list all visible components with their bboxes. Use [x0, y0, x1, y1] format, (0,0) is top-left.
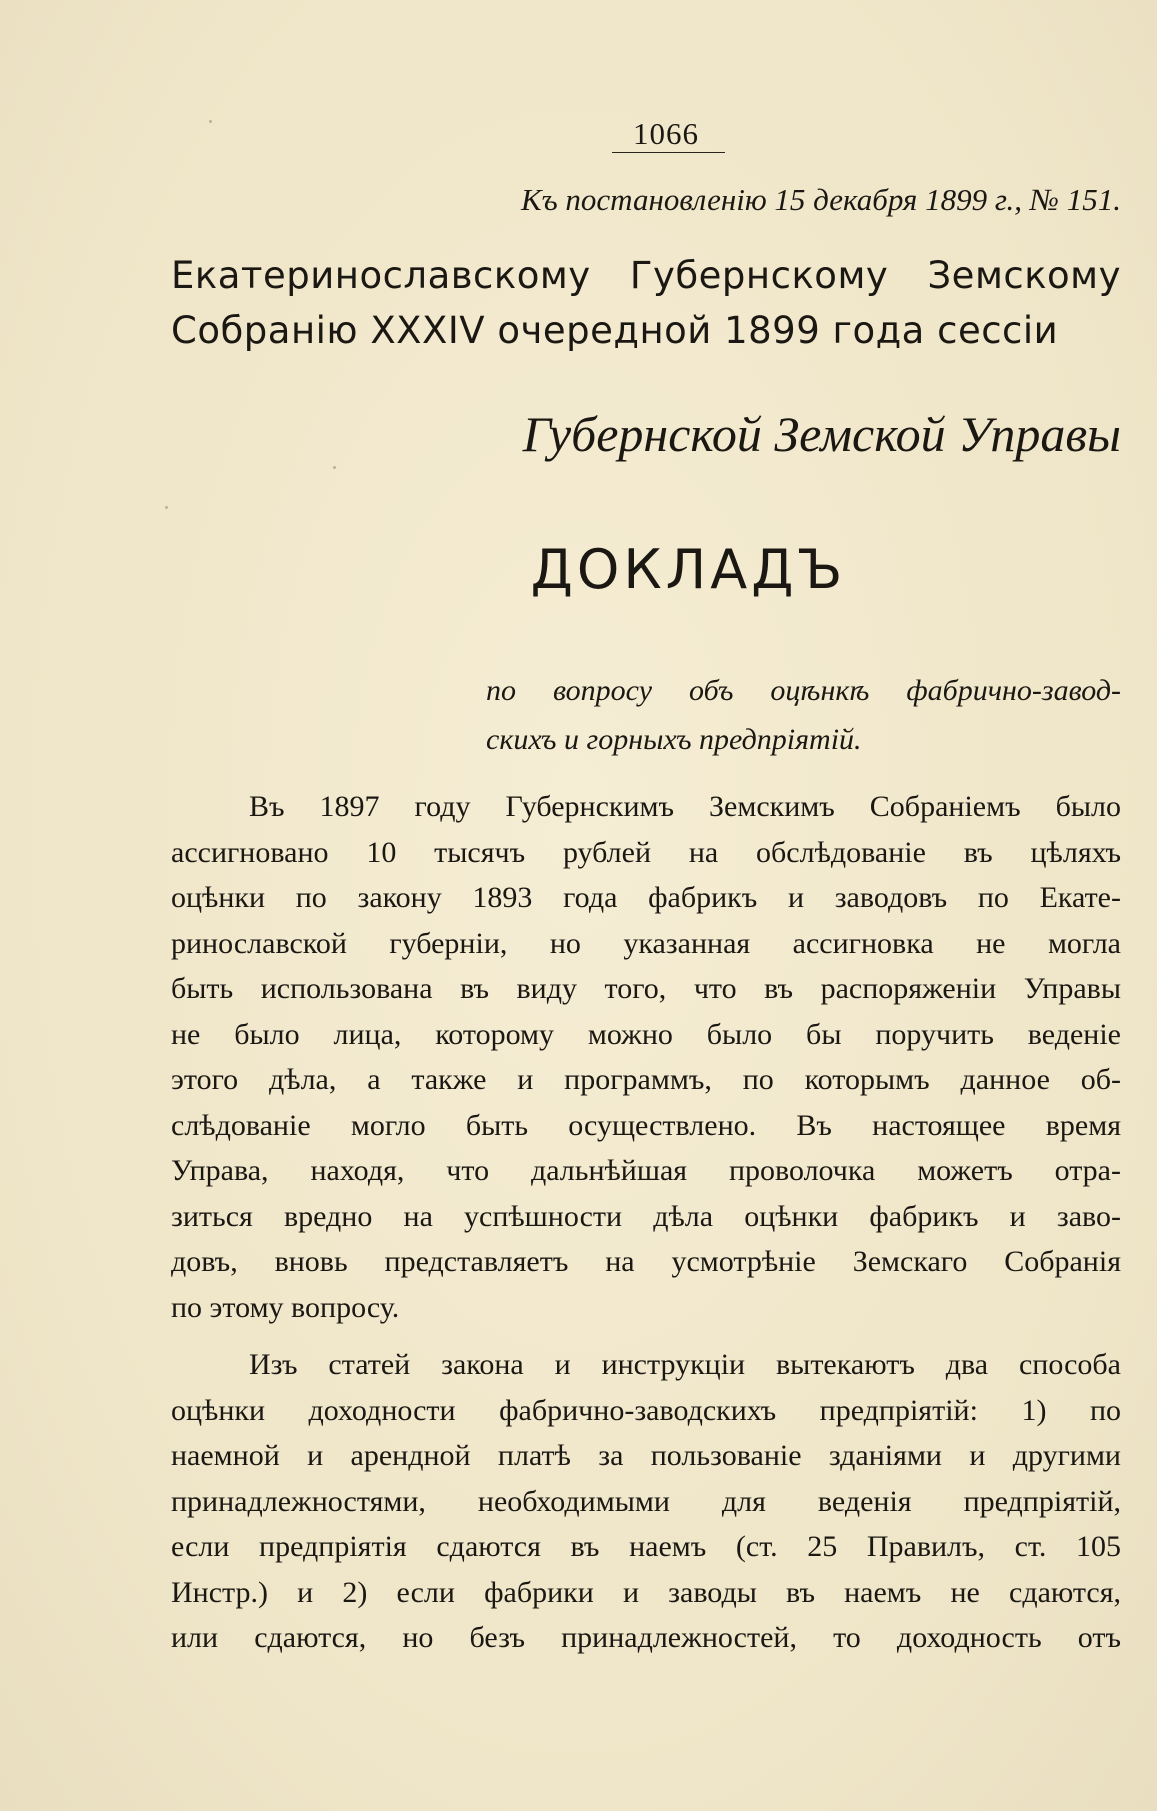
resolution-reference: Къ постановленію 15 декабря 1899 г., № 151.: [521, 182, 1121, 217]
text-line: быть использована въ виду того, что въ распоряженіи Управы: [171, 972, 1121, 1005]
addressee-line-1: Екатеринославскому Губернскому Земскому: [171, 254, 1121, 297]
text-line: ассигновано 10 тысячъ рублей на обслѣдованіе въ цѣляхъ: [171, 835, 1121, 869]
page-number-rule: [612, 152, 725, 153]
subject-line-1: по вопросу объ оцѣнкѣ фабрично-завод-: [486, 674, 1121, 707]
subject-line-2: скихъ и горныхъ предпріятій.: [486, 723, 862, 756]
text-line: Управа, находя, что дальнѣйшая проволочка можетъ отра-: [171, 1154, 1121, 1187]
paragraph-1: [171, 784, 1121, 1330]
document-title: ДОКЛАДЪ: [530, 538, 847, 601]
paper-speck: [333, 466, 336, 469]
text-line: наемной и арендной платѣ за пользованіе зданіями и другими: [171, 1439, 1121, 1472]
text-line: если предпріятія сдаются въ наемъ (ст. 25 Правилъ, ст. 105: [171, 1530, 1121, 1563]
text-line: оцѣнки по закону 1893 года фабрикъ и заводовъ по Екате-: [171, 881, 1121, 914]
text-line: принадлежностями, необходимыми для веденія предпріятій,: [171, 1484, 1121, 1518]
text-line: не было лица, которому можно было бы поручить веденіе: [171, 1017, 1121, 1051]
text-line: Инстр.) и 2) если фабрики и заводы въ наемъ не сдаются,: [171, 1575, 1121, 1609]
text-line: Въ 1897 году Губернскимъ Земскимъ Собраніемъ было: [249, 790, 1121, 823]
text-line: зиться вредно на успѣшности дѣла оцѣнки фабрикъ и заво-: [171, 1199, 1121, 1233]
page-number: 1066: [633, 116, 699, 151]
addressee-line-2: Собранію XXXIV очередной 1899 года сессіи: [171, 309, 1059, 352]
text-line: ринославской губерніи, но указанная ассигновка не могла: [171, 926, 1121, 960]
report-subject: [486, 666, 1121, 764]
text-line: слѣдованіе могло быть осуществлено. Въ настоящее время: [171, 1108, 1121, 1142]
authority-line: Губернской Земской Управы: [522, 406, 1121, 462]
paragraph-2: [171, 1342, 1121, 1661]
text-line: Изъ статей закона и инструкціи вытекаютъ два способа: [249, 1348, 1121, 1381]
text-line: оцѣнки доходности фабрично-заводскихъ предпріятій: 1) по: [171, 1393, 1121, 1427]
text-line: или сдаются, но безъ принадлежностей, то доходность отъ: [171, 1621, 1121, 1654]
text-line: довъ, вновь представляетъ на усмотрѣніе Земскаго Собранія: [171, 1245, 1121, 1278]
text-line: этого дѣла, а также и программъ, по которымъ данное об-: [171, 1063, 1121, 1096]
paper-speck: [165, 506, 168, 509]
paper-speck: [209, 120, 212, 123]
text-line: по этому вопросу.: [171, 1290, 400, 1324]
